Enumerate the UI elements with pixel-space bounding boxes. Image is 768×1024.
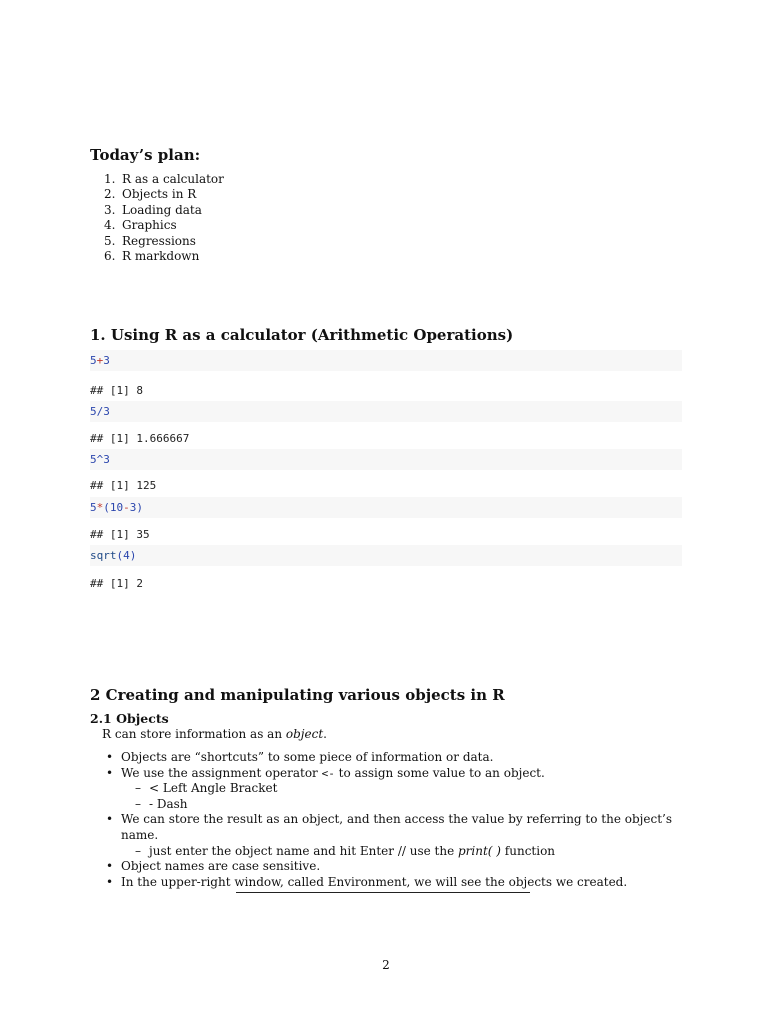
- code-output: ## [1] 125: [90, 479, 157, 492]
- list-item: [104, 859, 674, 875]
- plan-item-number: 2.: [104, 187, 116, 202]
- plan-item: [104, 218, 224, 233]
- code-operator: *: [96, 501, 104, 514]
- code-number: (4): [116, 549, 137, 562]
- code-output: ## [1] 2: [90, 577, 143, 590]
- intro-text: R can store information as an: [102, 727, 286, 741]
- code-function: sqrt: [90, 549, 117, 562]
- plan-item-text: Objects in R: [122, 187, 197, 202]
- assignment-operator: <-: [321, 766, 335, 780]
- code-number: 5: [90, 453, 97, 466]
- section2-heading: 2 Creating and manipulating various objects in R: [90, 686, 505, 704]
- sub-bullet-list: [121, 781, 674, 812]
- code-number: 3): [129, 501, 143, 514]
- code-number: 3: [103, 405, 110, 418]
- dash-glyph: –: [135, 781, 141, 796]
- intro-text: .: [323, 727, 327, 741]
- code-block: [90, 350, 682, 371]
- plan-item: [104, 172, 224, 187]
- plan-list: [104, 172, 224, 264]
- code-output: ## [1] 1.666667: [90, 432, 190, 445]
- bullet-text: Objects are “shortcuts” to some piece of information or data.: [121, 750, 494, 764]
- page-number: 2: [382, 958, 390, 972]
- plan-item-text: Graphics: [122, 218, 177, 233]
- sub-bullet-text: function: [500, 843, 556, 858]
- plan-item: [104, 249, 224, 264]
- bullet-glyph: •: [106, 812, 114, 827]
- print-function-emphasis: print( ): [458, 843, 501, 858]
- code-number: (10: [103, 501, 124, 514]
- sub-list-item: [121, 844, 674, 860]
- objects-bullet-list: [104, 750, 674, 890]
- plan-item-number: 4.: [104, 218, 116, 233]
- code-operator: +: [96, 354, 104, 367]
- code-output: ## [1] 8: [90, 384, 143, 397]
- footnote-divider: [236, 892, 530, 893]
- plan-item-number: 6.: [104, 249, 116, 264]
- list-item: [104, 875, 674, 891]
- sub-bullet-text: < Left Angle Bracket: [149, 781, 278, 796]
- plan-item-text: Loading data: [122, 202, 202, 217]
- code-operator: -: [123, 501, 130, 514]
- list-item: [104, 750, 674, 766]
- code-block: [90, 401, 682, 422]
- sub-bullet-text: - Dash: [149, 796, 188, 811]
- code-number: 5: [90, 405, 97, 418]
- bullet-glyph: •: [106, 874, 114, 889]
- bullet-text: We use the assignment operator: [121, 765, 322, 780]
- bullet-glyph: •: [106, 765, 114, 780]
- bullet-glyph: •: [106, 750, 114, 764]
- document-page: [90, 0, 682, 1024]
- code-block: [90, 545, 682, 566]
- sub-list-item: [121, 781, 674, 797]
- bullet-text: We can store the result as an object, and then access the value by referring to the object’s name.: [121, 812, 672, 842]
- list-item: [104, 766, 674, 813]
- code-number: 5: [90, 501, 97, 514]
- code-operator: ^: [96, 453, 104, 466]
- code-block: [90, 497, 682, 518]
- subsection-heading: 2.1 Objects: [90, 711, 169, 726]
- plan-item-text: Regressions: [122, 233, 196, 248]
- intro-emphasis: object: [285, 727, 324, 741]
- plan-heading: Today’s plan:: [90, 146, 201, 164]
- bullet-text: In the upper-right window, called Environment, we will see the objects we created.: [121, 874, 628, 889]
- plan-item: [104, 203, 224, 218]
- bullet-text: to assign some value to an object.: [334, 765, 545, 780]
- code-operator: /: [96, 405, 104, 418]
- sub-bullet-text: just enter the object name and hit Enter // use the: [149, 843, 458, 858]
- list-item: [104, 812, 674, 859]
- sub-bullet-list: [121, 844, 674, 860]
- plan-item-text: R as a calculator: [122, 172, 224, 186]
- plan-item: [104, 187, 224, 202]
- code-number: 3: [103, 453, 110, 466]
- plan-item-number: 3.: [104, 202, 116, 217]
- sub-list-item: [121, 797, 674, 813]
- bullet-glyph: •: [106, 859, 114, 874]
- dash-glyph: –: [135, 843, 141, 858]
- plan-item-number: 5.: [104, 233, 116, 248]
- dash-glyph: –: [135, 796, 141, 811]
- code-block: [90, 449, 682, 470]
- code-number: 5: [90, 354, 97, 367]
- plan-item: [104, 234, 224, 249]
- code-output: ## [1] 35: [90, 528, 150, 541]
- intro-paragraph: [102, 727, 327, 742]
- code-number: 3: [103, 354, 110, 367]
- bullet-text: Object names are case sensitive.: [121, 859, 321, 874]
- plan-item-text: R markdown: [122, 249, 200, 264]
- plan-item-number: 1.: [104, 172, 116, 186]
- section1-heading: 1. Using R as a calculator (Arithmetic Operations): [90, 326, 514, 344]
